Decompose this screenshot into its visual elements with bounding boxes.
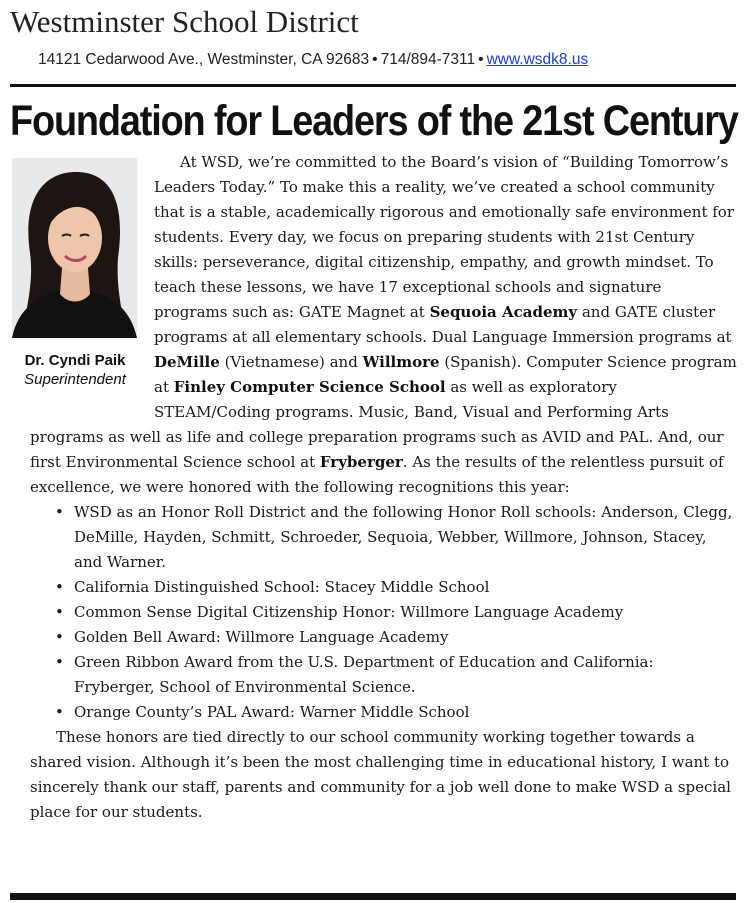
district-title: Westminster School District xyxy=(10,4,359,39)
text-run: (Spanish). Computer Science program at xyxy=(154,353,737,396)
separator: • xyxy=(478,51,484,68)
text-run: (Vietnamese) and xyxy=(219,353,363,371)
list-item-text: Orange County’s PAL Award: Warner Middle School xyxy=(74,703,470,721)
list-item xyxy=(55,575,738,600)
text-run: as well as exploratory STEAM/Coding programs. Music, Band, Visual and Performing Arts programs as well as life and college preparation programs such as AVID and PAL. And, our first Environmental Science school at xyxy=(30,378,724,471)
text-run: . As the results of the relentless pursuit of excellence, we were honored with the following recognitions this year: xyxy=(30,453,724,496)
footer-divider xyxy=(10,893,736,900)
website-link[interactable]: www.wsdk8.us xyxy=(486,51,589,68)
school-name: DeMille xyxy=(154,353,220,371)
caption-name: Dr. Cyndi Paik xyxy=(24,352,126,369)
list-item xyxy=(55,700,738,725)
header-divider xyxy=(10,84,736,87)
separator: • xyxy=(372,51,378,68)
school-name: Willmore xyxy=(362,353,440,371)
list-item xyxy=(55,500,738,575)
photo-wrap-space xyxy=(30,150,154,415)
list-item-text: Green Ribbon Award from the U.S. Department of Education and California: Fryberger, School of Environmental Science. xyxy=(74,653,654,696)
school-name: Fryberger xyxy=(319,453,403,471)
list-item-text: WSD as an Honor Roll District and the following Honor Roll schools: Anderson, Clegg, DeMille, Hayden, Schmitt, Schroeder, Sequoia, Webber, Willmore, Johnson, Stacey, and Warner. xyxy=(74,503,733,571)
honors-list xyxy=(30,500,738,725)
list-item xyxy=(55,625,738,650)
closing-paragraph: These honors are tied directly to our school community working together towards a shared vision. Although it’s been the most challenging time in educational history, I want to sincerely thank our staff, parents and community for a job well done to make WSD a special place for our students. xyxy=(30,728,731,821)
contact-line xyxy=(38,50,588,70)
list-item-text: Common Sense Digital Citizenship Honor: Willmore Language Academy xyxy=(74,603,624,621)
school-name: Sequoia Academy xyxy=(429,303,578,321)
bullet-icon: • xyxy=(55,703,64,721)
text-run: At WSD, we’re committed to the Board’s vision of “Building Tomorrow’s Leaders Today.” To make this a reality, we’ve created a school community that is a stable, academically rigorous and emotionally safe environment for students. Every day, we focus on preparing students with 21st Century skills: perseverance, digital citizenship, empathy, and growth mindset. To teach these lessons, we have 17 exceptional schools and signature programs such as: GATE Magnet at xyxy=(154,153,734,321)
list-item xyxy=(55,650,738,700)
caption-role: Superintendent xyxy=(24,371,126,388)
bullet-icon: • xyxy=(55,653,64,671)
list-item xyxy=(55,600,738,625)
article-headline: Foundation for Leaders of the 21st Century xyxy=(10,97,738,145)
school-name: Finley Computer Science School xyxy=(173,378,446,396)
bullet-icon: • xyxy=(55,578,64,596)
article-body xyxy=(30,150,738,825)
bullet-icon: • xyxy=(55,503,64,521)
list-item-text: Golden Bell Award: Willmore Language Academy xyxy=(74,628,449,646)
list-item-text: California Distinguished School: Stacey Middle School xyxy=(74,578,490,596)
phone-number: 714/894-7311 xyxy=(380,51,476,68)
bullet-icon: • xyxy=(55,603,64,621)
text-run: and GATE cluster programs at all elementary schools. Dual Language Immersion programs at xyxy=(154,303,732,346)
bullet-icon: • xyxy=(55,628,64,646)
address: 14121 Cedarwood Ave., Westminster, CA 92683 xyxy=(38,51,370,68)
